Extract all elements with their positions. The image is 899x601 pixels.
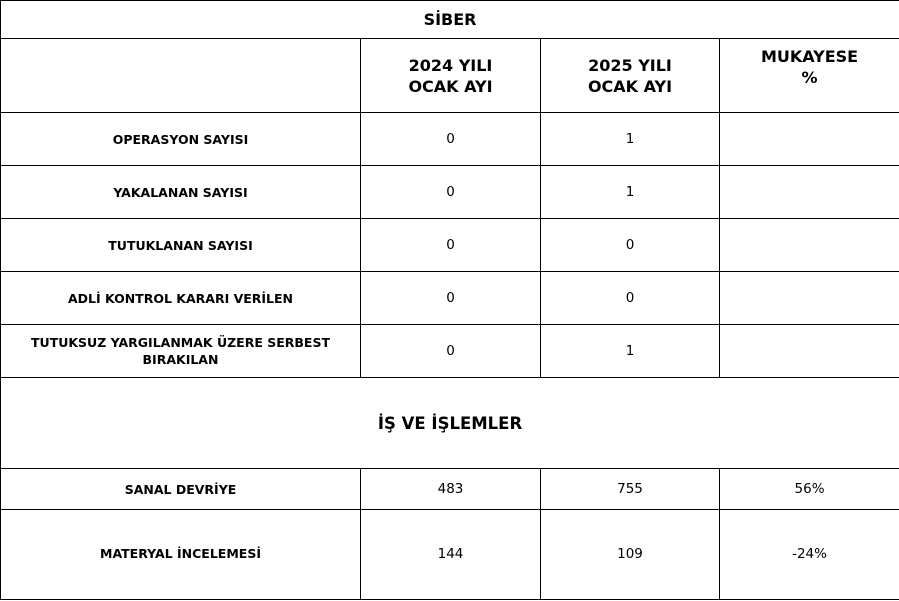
value-compare-text: -24% bbox=[792, 545, 827, 562]
header-compare-line2: % bbox=[801, 67, 818, 87]
value-compare bbox=[720, 113, 899, 166]
value-compare bbox=[720, 510, 899, 600]
row-label-operasyon: OPERASYON SAYISI bbox=[1, 113, 361, 166]
value-2024: 483 bbox=[361, 469, 541, 510]
row-label-materyal-text: MATERYAL İNCELEMESİ bbox=[100, 546, 261, 561]
row-label-materyal bbox=[1, 510, 361, 600]
value-compare: 56% bbox=[720, 469, 899, 510]
value-compare bbox=[720, 166, 899, 219]
value-2024: 0 bbox=[361, 166, 541, 219]
table-row bbox=[1, 469, 899, 510]
value-compare bbox=[720, 219, 899, 272]
row-label-tutuklanan: TUTUKLANAN SAYISI bbox=[1, 219, 361, 272]
header-2025 bbox=[541, 39, 720, 113]
header-2025-line2: OCAK AYI bbox=[587, 76, 673, 96]
value-2024: 0 bbox=[361, 272, 541, 325]
row-label-tutuksuz-line1: TUTUKSUZ YARGILANMAK ÜZERE SERBEST bbox=[31, 335, 330, 350]
table-row bbox=[1, 166, 899, 219]
value-2024: 0 bbox=[361, 219, 541, 272]
value-2025: 0 bbox=[541, 272, 720, 325]
header-compare-line1: MUKAYESE bbox=[760, 46, 859, 66]
table-row bbox=[1, 325, 899, 378]
value-2025-text: 109 bbox=[617, 545, 643, 562]
value-2024-text: 144 bbox=[437, 545, 464, 562]
header-2024 bbox=[361, 39, 541, 113]
table-title: SİBER bbox=[1, 1, 899, 39]
header-row bbox=[1, 39, 899, 113]
header-2025-line1: 2025 YILI bbox=[588, 55, 672, 75]
row-label-sanal-devriye: SANAL DEVRİYE bbox=[1, 469, 361, 510]
value-2025 bbox=[541, 510, 720, 600]
value-2025: 1 bbox=[541, 113, 720, 166]
header-2024-line2: OCAK AYI bbox=[408, 76, 493, 96]
value-2024: 0 bbox=[361, 113, 541, 166]
value-2025: 0 bbox=[541, 219, 720, 272]
value-2025: 755 bbox=[541, 469, 720, 510]
section-header-row bbox=[1, 378, 899, 469]
value-compare bbox=[720, 272, 899, 325]
value-2024: 0 bbox=[361, 325, 541, 378]
table-row bbox=[1, 272, 899, 325]
header-compare bbox=[720, 39, 899, 113]
row-label-tutuksuz bbox=[1, 325, 361, 378]
table-row bbox=[1, 113, 899, 166]
section-title: İŞ VE İŞLEMLER bbox=[1, 378, 899, 469]
title-row bbox=[1, 1, 899, 39]
table-row bbox=[1, 510, 899, 600]
row-label-tutuksuz-line2: BIRAKILAN bbox=[142, 352, 219, 367]
value-2025: 1 bbox=[541, 325, 720, 378]
header-empty-cell bbox=[1, 39, 361, 113]
row-label-adli-kontrol: ADLİ KONTROL KARARI VERİLEN bbox=[1, 272, 361, 325]
value-2024 bbox=[361, 510, 541, 600]
value-compare bbox=[720, 325, 899, 378]
row-label-yakalanan: YAKALANAN SAYISI bbox=[1, 166, 361, 219]
table-row bbox=[1, 219, 899, 272]
header-2024-line1: 2024 YILI bbox=[408, 55, 493, 75]
value-2025: 1 bbox=[541, 166, 720, 219]
